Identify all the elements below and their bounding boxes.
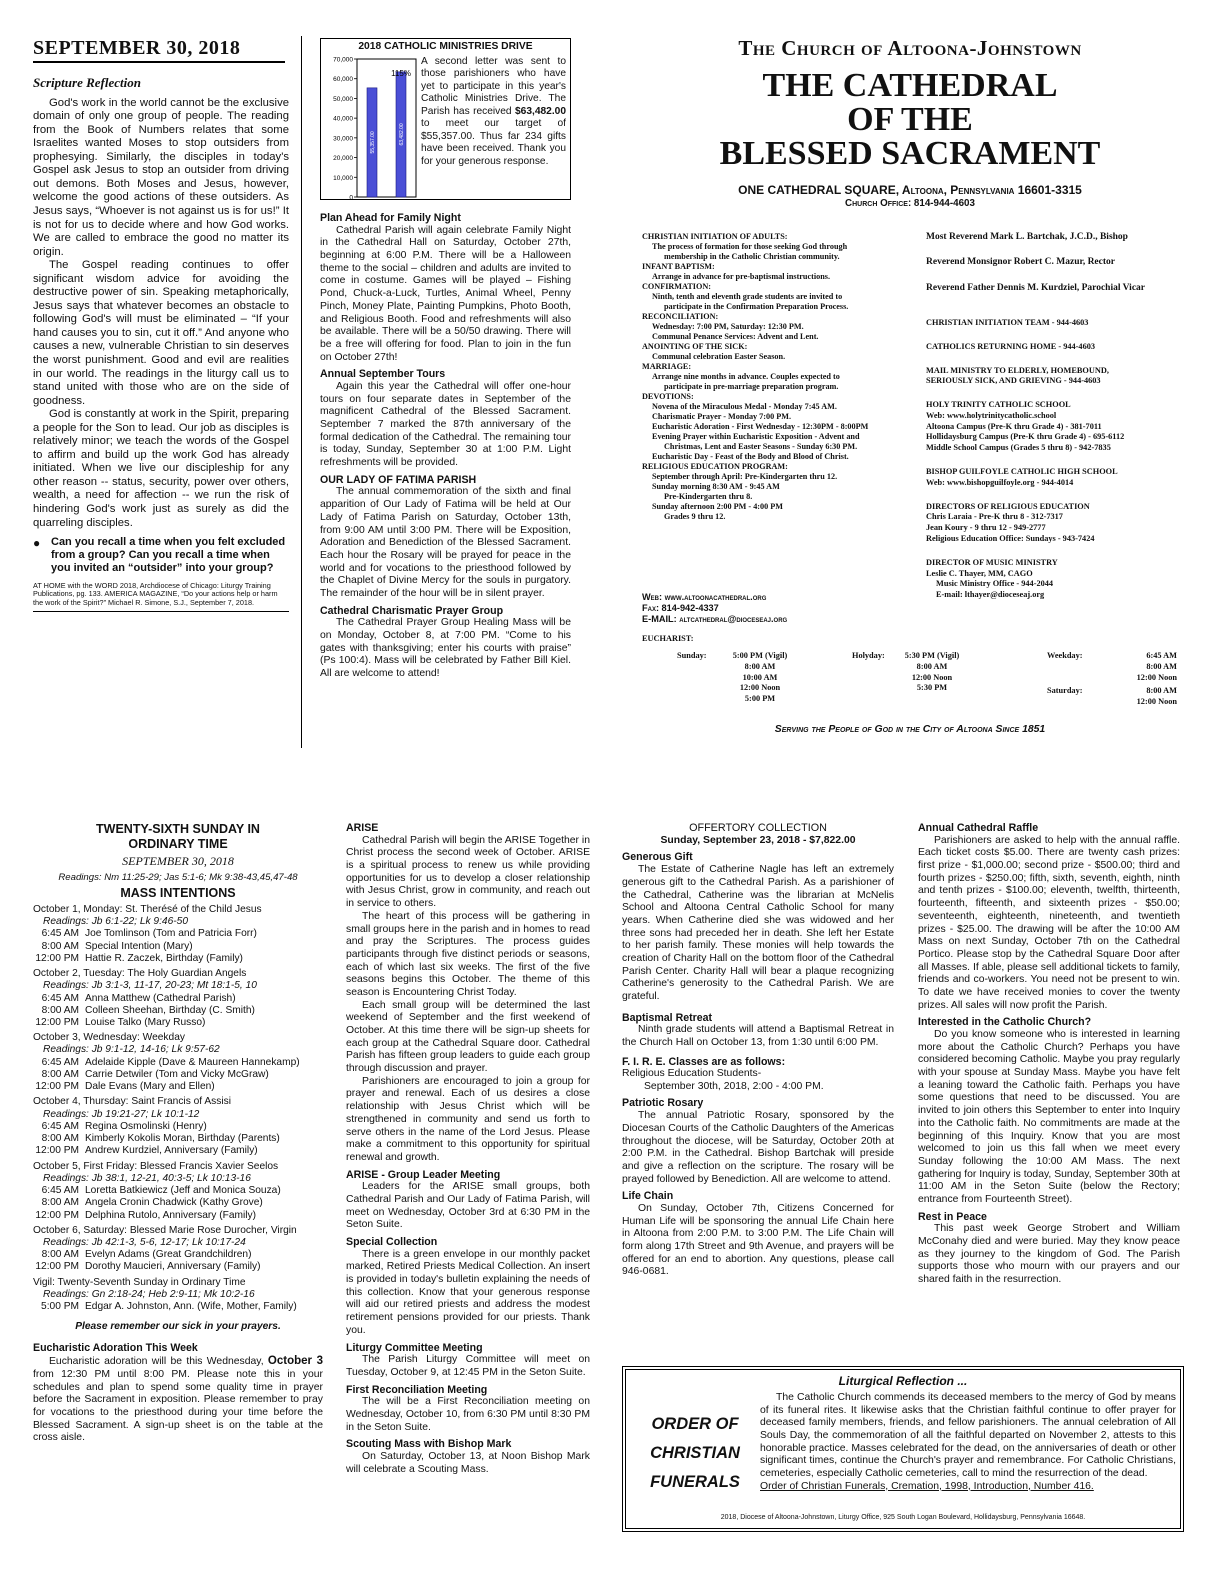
charismatic-title: Cathedral Charismatic Prayer Group [320, 604, 504, 617]
service-heading: RECONCILIATION: [642, 312, 719, 321]
liturgical-reflection-box [622, 1366, 1184, 1532]
first-reconciliation-title: First Reconciliation Meeting [346, 1383, 488, 1396]
staff-line: HOLY TRINITY CATHOLIC SCHOOL [926, 400, 1071, 410]
intention-time: 8:00 AM [41, 1068, 79, 1080]
email-link[interactable]: E-MAIL: altcathedral@dioceseaj.org [642, 614, 788, 625]
life-chain-title: Life Chain [622, 1190, 674, 1203]
staff-group [926, 558, 1201, 601]
saturday-times [1097, 686, 1177, 708]
liturgical-body [760, 1392, 1176, 1493]
arise-paragraph: Cathedral Parish will begin the ARISE Together in Christ process the second week of October. ARISE is a spiritual process to renew us while providing opportunities for us to develop a closer relationship with Jesus Christ, grow in community, and reach out in service to others. [346, 834, 590, 910]
percent-annotation: 115% [391, 68, 411, 78]
intention-row [33, 1121, 323, 1133]
bar-value-label: 63,482.00 [399, 123, 405, 146]
saturday-label: Saturday: [1047, 686, 1083, 695]
service-line: Charismatic Prayer - Monday 7:00 PM. [652, 412, 792, 421]
mass-time: 5:00 PM [744, 694, 776, 704]
raffle-column [918, 822, 1180, 1362]
liturgy-committee-title: Liturgy Committee Meeting [346, 1341, 483, 1354]
mass-time: 5:30 PM [916, 683, 948, 693]
ministries-drive-box [320, 38, 571, 200]
mass-days [33, 904, 323, 1314]
life-chain-text: On Sunday, October 7th, Citizens Concerned for Human Life will be sponsoring the annual Life Chain here in Altoona from 2:00 P.M. to 3:00 P.M. The Life Chain will form along 17th Street and 9th Avenue, and prayers will be offered for an end to abortion. Any questions, please call 946-0681. [622, 1202, 894, 1278]
staff-line: Chris Laraia - Pre-K thru 8 - 312-7317 [926, 512, 1063, 522]
special-collection-title: Special Collection [346, 1236, 438, 1249]
intention-readings: Readings: Jb 3:1-3, 11-17, 20-23; Mt 18:1-5, 10 [43, 980, 257, 992]
intention-name: Anna Matthew (Cathedral Parish) [85, 992, 236, 1004]
staff-line: Jean Koury - 9 thru 12 - 949-2777 [926, 523, 1046, 533]
bar-value-label: 55,357.00 [370, 131, 376, 154]
intention-row [33, 1069, 323, 1081]
staff-line: Altoona Campus (Pre-K thru Grade 4) - 381-7011 [926, 421, 1102, 431]
liturgical-title: Liturgical Reflection ... [838, 1374, 968, 1388]
arise-paragraph: Parishioners are encouraged to join a group for prayer and renewal. Each of us desires a close relationship with Jesus Christ which will be strengthened in community and send us forth to serve others in the name of the Lord Jesus. Please make a commitment to this opportunity for spiritual renewal and growth. [346, 1075, 590, 1163]
arise-paragraph: The heart of this process will be gathering in small groups here in the parish and in homes to read and pray the Scriptures. The process guides participants through five distinct periods or seasons, each of which last six weeks. The first of the five seasons begins this October. The theme of this season is Encountering Christ Today. [346, 910, 590, 998]
mass-time: 8:00 AM [1146, 686, 1177, 695]
mass-time: 12:00 Noon [739, 683, 781, 693]
reflection-body [33, 97, 289, 531]
fatima-text: The annual commemoration of the sixth and final apparition of Our Lady of Fatima will be held at Our Lady of Fatima Parish on Saturday, October 13th, from 9:00 AM until 3:00 PM. There will be Exposition, Adoration and Benediction of the Blessed Sacrament. Each hour the Rosary will be prayed for peace in the world and for vocations to the priesthood followed by the Chaplet of Divine Mercy for the souls in purgatory. The remainder of the hour will be in silent prayer. [320, 486, 571, 599]
intention-name: Evelyn Adams (Great Grandchildren) [85, 1249, 252, 1261]
intention-day-title: Vigil: Twenty-Seventh Sunday in Ordinary Time [33, 1276, 246, 1288]
service-line: Communal celebration Easter Season. [652, 352, 786, 361]
intention-time: 6:45 AM [41, 1056, 79, 1068]
liturgical-citation: Order of Christian Funerals, Cremation, 1998, Introduction, Number 416. [760, 1480, 1094, 1492]
intention-row [33, 1133, 323, 1145]
intention-readings: Readings: Jb 9:1-12, 14-16; Lk 9:57-62 [43, 1044, 220, 1056]
leader-meeting-text: Leaders for the ARISE small groups, both Cathedral Parish and Our Lady of Fatima Parish, will meet on Wednesday, October 3rd at 6:30 PM in the Seton Suite. [346, 1181, 590, 1231]
mass-time: 5:30 PM (Vigil) [904, 651, 960, 660]
first-reconciliation-text: The will be a First Reconciliation meeting on Wednesday, October 10, from 6:30 PM until 8:30 PM in the Seton Suite. [346, 1396, 590, 1433]
y-tick-label: 20,000 [333, 155, 353, 163]
services-list [642, 232, 920, 577]
reflection-heading: Scripture Reflection [33, 75, 141, 90]
reflection-paragraph: God is constantly at work in the Spirit, preparing a people for the Son to lead. Our job as disciples is relatively minor; we teach the words of the Gospel to affirm and build up the work God has already initiated. When we live our discipleship for any other reason -- status, security, power over others, wealth, a need for affection -- we run the risk of hindering God's work just as surely as did the quarreling disciples. [33, 408, 289, 529]
intention-time: 12:00 PM [35, 1145, 79, 1157]
intention-name: Dale Evans (Mary and Ellen) [85, 1081, 215, 1093]
service-line: participate in the Confirmation Preparation Process. [664, 302, 849, 311]
scouting-mass-title: Scouting Mass with Bishop Mark [346, 1438, 512, 1451]
mass-time: 12:00 Noon [1136, 696, 1177, 706]
liturgical-footer: 2018, Diocese of Altoona-Johnstown, Liturgy Office, 925 South Logan Boulevard, Hollidaysburg, Pennsylvania 16648. [720, 1514, 1086, 1521]
intention-name: Special Intention (Mary) [85, 940, 193, 952]
intention-row [33, 1057, 323, 1069]
interested-title: Interested in the Catholic Church? [918, 1016, 1092, 1029]
generous-gift-text: The Estate of Catherine Nagle has left an extremely generous gift to the Cathedral Parish. As a parishioner of the Cathedral, Catherine was the librarian at McNelis School and Altoona Central Catholic School for many years. When Catherine died she was widowed and her three sons had preceded her in death. She left her Estate to her parish family. These monies will help towards the creation of Charity Hall on the bottom floor of the Cathedral Parish Center. Charity Hall will bear a plaque recognizing Catherine's generosity to the Cathedral Parish. We are grateful. [622, 864, 894, 1003]
intention-name: Loretta Batkiewicz (Jeff and Monica Souza) [85, 1185, 281, 1197]
intention-name: Adelaide Kipple (Dave & Maureen Hannekamp) [85, 1056, 300, 1068]
holyday-times [892, 651, 972, 694]
intention-day [33, 968, 323, 1029]
leader-meeting-title: ARISE - Group Leader Meeting [346, 1168, 501, 1181]
eucharist-label: EUCHARIST: [642, 634, 694, 643]
mass-time: 6:45 AM [1146, 651, 1177, 660]
staff-line: Leslie C. Thayer, MM, CAGO [926, 568, 1033, 578]
intention-time: 6:45 AM [41, 992, 79, 1004]
intention-row [33, 1301, 323, 1313]
staff-line: DIRECTORS OF RELIGIOUS EDUCATION [926, 501, 1090, 511]
staff-group [926, 502, 1201, 545]
service-line: Sunday afternoon 2:00 PM - 4:00 PM [652, 502, 783, 511]
intention-time: 12:00 PM [35, 1261, 79, 1273]
service-line: membership in the Catholic Christian community. [664, 252, 840, 261]
chart-frame [357, 59, 416, 197]
intention-time: 12:00 PM [35, 1017, 79, 1028]
sunday-times [720, 651, 800, 705]
sick-prayer: Please remember our sick in your prayers. [75, 1321, 281, 1333]
intention-row [33, 1261, 323, 1273]
mass-time: 8:00 AM [1146, 661, 1177, 671]
staff-line: Religious Education Office: Sundays - 943-7424 [926, 533, 1095, 543]
service-line: Pre-Kindergarten thru 8. [664, 492, 753, 501]
adoration-section [33, 1342, 323, 1446]
y-tick-label: 70,000 [333, 56, 353, 64]
mass-intentions-heading: MASS INTENTIONS [120, 885, 236, 900]
intention-name: Regina Osmolinski (Henry) [85, 1120, 207, 1132]
service-line: participate in pre-marriage preparation program. [664, 382, 839, 391]
service-heading: CONFIRMATION: [642, 282, 711, 291]
intention-time: 8:00 AM [41, 1004, 79, 1016]
intention-readings: Readings: Jb 6:1-22; Lk 9:46-50 [43, 916, 188, 928]
mass-time: 5:00 PM (Vigil) [732, 651, 788, 660]
sunday-date: SEPTEMBER 30, 2018 [122, 854, 234, 868]
y-tick-label: 60,000 [333, 76, 353, 84]
service-heading: RELIGIOUS EDUCATION PROGRAM: [642, 462, 788, 471]
adoration-title: Eucharistic Adoration This Week [33, 1341, 198, 1354]
intention-day [33, 1096, 323, 1157]
mass-time: 12:00 Noon [911, 672, 953, 682]
rest-in-peace-text: This past week George Strobert and William McConahy died and were buried. May they know peace as they journey to the kingdom of God. The Parish supports those who mourn with our prayers and our shared faith in the resurrection. [918, 1223, 1180, 1286]
drive-received-amount: $63,482.00 [515, 105, 566, 117]
clergy-rector: Reverend Monsignor Robert C. Mazur, Rector [926, 257, 1115, 268]
intention-name: Kimberly Kokolis Moran, Birthday (Parents) [85, 1133, 280, 1145]
intention-readings: Readings: Gn 2:18-24; Heb 2:9-11; Mk 10:2-16 [43, 1288, 255, 1300]
staff-line[interactable]: E-mail: lthayer@dioceseaj.org [936, 590, 1045, 600]
intention-readings: Readings: Jb 19:21-27; Lk 10:1-12 [43, 1108, 200, 1120]
intention-row [33, 928, 323, 940]
baptismal-retreat-title: Baptismal Retreat [622, 1011, 713, 1024]
mass-time: 8:00 AM [916, 661, 948, 671]
intention-row [33, 1197, 323, 1209]
weekday-label: Weekday: [1047, 651, 1083, 660]
intention-time: 12:00 PM [35, 1209, 79, 1221]
service-line: Eucharistic Adoration - First Wednesday - 12:30PM - 8:00PM [652, 422, 869, 431]
intention-row [33, 993, 323, 1005]
staff-line: Middle School Campus (Grades 5 thru 8) - 942-7835 [926, 443, 1111, 453]
intention-day-title: October 3, Wednesday: Weekday [33, 1032, 185, 1044]
intention-day [33, 1225, 323, 1274]
announcements-top [320, 212, 571, 752]
sunday-readings: Readings: Nm 11:25-29; Jas 5:1-6; Mk 9:38-43,45,47-48 [58, 872, 298, 884]
fire-classes-line-1: Religious Education Students- [622, 1068, 762, 1080]
intention-name: Angela Cronin Chadwick (Kathy Grove) [85, 1197, 263, 1209]
arise-title: ARISE [346, 822, 379, 834]
liturgical-text: The Catholic Church commends its deceased members to the mercy of God by means of its funeral rites. It likewise asks that the Christian faithful continue to offer prayer for deceased family members, friends, and fellow parishioners. The annual celebration of All Souls Day, the commemoration of all the faithful departed on November 2, attests to this honorable practice. Masses celebrated for the dead, on the anniversaries of death or other significant times, continue the Church's prayer and remembrance. For Catholic Christians, cemeteries, especially Catholic cemeteries, call to mind the resurrection of the dead. [760, 1392, 1176, 1480]
church-name: The Church of Altoona-Johnstown [738, 36, 1082, 60]
service-line: Ninth, tenth and eleventh grade students are invited to [652, 292, 843, 301]
column-divider [301, 36, 302, 748]
staff-group [926, 366, 1201, 388]
y-tick-label: 30,000 [333, 135, 353, 143]
family-night-title: Plan Ahead for Family Night [320, 212, 461, 224]
arise-paragraph: Each small group will be determined the last weekend of September and the first weekend of October. At this time there will be sign-up sheets for each group at the Cathedral Square door. Cathedral Parish has fifteen group leaders to guide each group through discussion and prayer. [346, 999, 590, 1075]
clergy-bishop: Most Reverend Mark L. Bartchak, J.C.D., Bishop [926, 232, 1128, 242]
staff-line[interactable]: Web: www.bishopguilfoyle.org - 944-4014 [926, 477, 1074, 487]
service-line: Sunday morning 8:30 AM - 9:45 AM [652, 482, 780, 491]
church-office: Church Office: 814-944-4603 [845, 197, 975, 209]
service-heading: MARRIAGE: [642, 362, 692, 371]
reflection-paragraph: The Gospel reading continues to offer significant wisdom advice for avoiding the destructive power of sin. Speaking metaphorically, Jesus says that whatever becomes an obstacle to following God's will must be eliminated – “If your hand causes you to sin, cut it off.” And anyone who causes a new, vulnerable Christian to sin deserves the worst punishment. Good and evil are realities in our world. The readings in the liturgy call us to stand united with those who are on the side of goodness. [33, 259, 289, 407]
masthead [620, 36, 1200, 226]
adoration-text: Eucharistic adoration will be this Wednesday, October 3 from 12:30 PM until 8:00 PM. Please note this in your schedules and plan to spend some quality time in prayer before the Sacrament in exposition. Please remember to pray for vocations to the priesthood during your time before the Blessed Sacrament. A sign-up sheet is on the table at the cross aisle. [33, 1355, 323, 1444]
intention-row [33, 1081, 323, 1093]
rest-in-peace-title: Rest in Peace [918, 1210, 987, 1223]
drive-chart [321, 53, 419, 200]
sunday-title-2: ORDINARY TIME [128, 837, 228, 851]
intention-row [33, 1210, 323, 1222]
cathedral-address: ONE CATHEDRAL SQUARE, Altoona, Pennsylvania 16601-3315 [738, 183, 1082, 198]
bulletin-date: SEPTEMBER 30, 2018 [33, 36, 285, 63]
patriotic-rosary-title: Patriotic Rosary [622, 1097, 704, 1110]
mass-time: 8:00 AM [744, 661, 776, 671]
offertory-amount: Sunday, September 23, 2018 - $7,822.00 [660, 834, 856, 846]
contact-info [642, 592, 912, 632]
intention-day [33, 1277, 323, 1314]
service-heading: CHRISTIAN INITIATION OF ADULTS: [642, 232, 788, 241]
mass-time: 12:00 Noon [1136, 672, 1177, 682]
intention-day-title: October 6, Saturday: Blessed Marie Rose Durocher, Virgin [33, 1224, 297, 1236]
intention-name: Colleen Sheehan, Birthday (C. Smith) [85, 1004, 255, 1016]
service-line: Grades 9 thru 12. [664, 512, 726, 521]
raffle-text: Parishioners are asked to help with the annual raffle. Each ticket costs $5.00. There are twenty cash prizes: first prize - $1,000.00; second prize - $500.00; third and fourth prizes - $250.00; fifth, sixth, seventh, eighth, ninth and tenth prizes - $100.00; eleventh, twelfth, thirteenth, fourteenth, fifteenth, and sixteenth prizes - $50.00; seventeenth, eighteenth, nineteenth, and twentieth prizes - $25.00. The drawing will be after the 10:00 AM Mass on next Sunday, October 7th on the Cathedral Portico. Please stop by the Cathedral Square Door after all Masses. If able, please sell additional tickets to family, friends and co-workers. You need not be present to win. To date we have received monies to cover the twenty prizes. All sales will now profit the Parish. [918, 834, 1180, 1011]
weekday-times [1097, 651, 1177, 683]
staff-line[interactable]: Web: www.holytrinitycatholic.school [926, 410, 1057, 420]
reflection-citation: AT HOME with the WORD 2018, Archdiocese of Chicago: Liturgy Training Publications, pg. 133. AMERICA MAGAZINE, “Do your actions help or harm the work of the Spirit?” Michael R. Simone, S.J., September 7, 2018. [33, 582, 289, 612]
intention-name: Louise Talko (Mary Russo) [85, 1017, 206, 1028]
staff-group [926, 467, 1201, 489]
intention-row [33, 1017, 323, 1029]
intention-name: Dorothy Maucieri, Anniversary (Family) [85, 1261, 261, 1273]
intention-time: 12:00 PM [35, 1081, 79, 1093]
intention-day-title: October 4, Thursday: Saint Francis of Assisi [33, 1096, 231, 1108]
serving-tagline: Serving the People of God in the City of Altoona Since 1851 [774, 724, 1046, 735]
arise-column [346, 822, 590, 1547]
staff-group [926, 400, 1201, 454]
intention-row [33, 1005, 323, 1017]
offertory-column [622, 822, 894, 1362]
offertory-title: OFFERTORY COLLECTION [689, 822, 827, 834]
intention-time: 5:00 PM [41, 1301, 79, 1313]
intention-time: 6:45 AM [41, 928, 79, 940]
intention-row [33, 941, 323, 953]
fire-classes-line-2: September 30th, 2018, 2:00 - 4:00 PM. [644, 1080, 824, 1092]
service-heading: INFANT BAPTISM: [642, 262, 715, 271]
liturgy-committee-text: The Parish Liturgy Committee will meet on Tuesday, October 9, at 12:45 PM in the Seton Suite. [346, 1354, 590, 1378]
intention-row [33, 1185, 323, 1197]
reflection-question-text: Can you recall a time when you felt excluded from a group? Can you recall a time when you invited an “outsider” into your group? [51, 536, 286, 575]
generous-gift-title: Generous Gift [622, 851, 693, 864]
intention-day [33, 1161, 323, 1222]
intention-day [33, 904, 323, 965]
staff-line: CHRISTIAN INITIATION TEAM - 944-4603 [926, 318, 1089, 327]
service-line: Arrange nine months in advance. Couples expected to [652, 372, 840, 381]
intention-readings: Readings: Jb 42:1-3, 5-6, 12-17; Lk 10:17-24 [43, 1236, 246, 1248]
holyday-label: Holyday: [852, 651, 885, 660]
staff-line: SERIOUSLY SICK, AND GRIEVING - 944-4603 [926, 376, 1101, 386]
intention-day-title: October 2, Tuesday: The Holy Guardian Angels [33, 968, 247, 980]
service-line: September through April: Pre-Kindergarten thru 12. [652, 472, 838, 481]
cathedral-title-1: THE CATHEDRAL [762, 67, 1058, 105]
staff-group [926, 318, 1201, 329]
reflection-question [33, 536, 289, 576]
staff-line: MAIL MINISTRY TO ELDERLY, HOMEBOUND, [926, 365, 1109, 375]
service-line: Christmas, Lent and Easter Seasons - Sunday 6:30 PM. [664, 442, 858, 451]
staff-group [926, 342, 1201, 353]
staff-line: BISHOP GUILFOYLE CATHOLIC HIGH SCHOOL [926, 467, 1118, 477]
y-tick-label: 40,000 [333, 115, 353, 123]
intention-time: 8:00 AM [41, 1197, 79, 1209]
intention-time: 8:00 AM [41, 1249, 79, 1261]
charismatic-text: The Cathedral Prayer Group Healing Mass will be on Monday, October 8, at 7:00 PM. “Come to his gates with thanksgiving; enter his courts with praise” (Ps 100:4). Mass will be celebrated by Father Bill Kiel. All are welcome to attend! [320, 617, 571, 680]
staff-line: DIRECTOR OF MUSIC MINISTRY [926, 557, 1058, 567]
service-line: Eucharistic Day - Feast of the Body and Blood of Christ. [652, 452, 849, 461]
staff-directory [926, 318, 1201, 628]
service-heading: DEVOTIONS: [642, 392, 694, 401]
staff-line: CATHOLICS RETURNING HOME - 944-4603 [926, 341, 1096, 351]
website-link[interactable]: Web: www.altoonacathedral.org [642, 592, 767, 602]
reflection-paragraph: God's work in the world cannot be the exclusive domain of only one group of people. The reading from the Book of Numbers relates that some Israelites wanted Moses to stop outsiders from prophesying. Similarly, the disciples in today's Gospel ask Jesus to stop an outsider from driving out demons. Both Moses and Jesus, however, welcome the good actions of these outsiders. As Jesus says, “Whoever is not against us is for us!” It is not for us to decide where and how God works. We are called to embrace the good no matter its origin. [33, 96, 289, 258]
cathedral-title-3: BLESSED SACRAMENT [719, 135, 1101, 173]
intention-name: Andrew Kurdziel, Anniversary (Family) [85, 1145, 258, 1157]
intention-name: Edgar A. Johnston, Ann. (Wife, Mother, Family) [85, 1301, 297, 1313]
mass-intentions [33, 822, 323, 1547]
intention-name: Joe Tomlinson (Tom and Patricia Forr) [85, 928, 257, 940]
intention-time: 8:00 AM [41, 940, 79, 952]
y-tick-label: 50,000 [333, 95, 353, 103]
drive-text: A second letter was sent to those parishioners who have yet to participate in this year's Catholic Ministries Drive. The Parish has received $63,482.00 to meet our target of $55,357.00. Thus far 234 gifts have been received. Thank you for your generous response. [421, 56, 566, 167]
drive-title: 2018 CATHOLIC MINISTRIES DRIVE [358, 41, 533, 52]
y-tick-label: 10,000 [333, 174, 353, 182]
intention-row [33, 1145, 323, 1157]
intention-time: 6:45 AM [41, 1185, 79, 1197]
mass-time: 10:00 AM [742, 672, 778, 682]
y-tick-label: 0 [349, 194, 353, 201]
intention-row [33, 953, 323, 965]
tours-text: Again this year the Cathedral will offer one-hour tours on four separate dates in September of the magnificent Cathedral of the Blessed Sacrament. September 7 marked the 87th anniversary of the formal dedication of the Cathedral. The remaining tour is today, Sunday, September 30 at 1:00 P.M. Light refreshments will be provided. [320, 380, 571, 469]
patriotic-rosary-text: The annual Patriotic Rosary, sponsored by the Diocesan Courts of the Catholic Daughters of the Americas throughout the diocese, will be Saturday, October 20th at 2:00 P.M. in the Cathedral. Bishop Bartchak will preside and give a reflection on the scripture. The rosary will be prayed followed by Benediction. All are welcome to attend. [622, 1110, 894, 1185]
intention-day-title: October 1, Monday: St. Therésé of the Child Jesus [33, 903, 262, 915]
fatima-title: OUR LADY OF FATIMA PARISH [320, 473, 477, 486]
intention-day [33, 1032, 323, 1093]
scouting-mass-text: On Saturday, October 13, at Noon Bishop Mark will celebrate a Scouting Mass. [346, 1451, 590, 1475]
staff-line: Music Ministry Office - 944-2044 [936, 579, 1054, 589]
sunday-title-1: TWENTY-SIXTH SUNDAY IN [96, 822, 260, 836]
intention-time: 12:00 PM [35, 952, 79, 964]
service-line: The process of formation for those seeking God through [652, 242, 848, 251]
liturgical-side-title: ORDER OF CHRISTIAN FUNERALS [650, 1415, 740, 1491]
clergy-vicar: Reverend Father Dennis M. Kurdziel, Parochial Vicar [926, 282, 1146, 293]
cathedral-title-2: OF THE [847, 101, 973, 139]
sunday-label: Sunday: [677, 651, 707, 660]
raffle-title: Annual Cathedral Raffle [918, 822, 1039, 834]
service-line: Arrange in advance for pre-baptismal instructions. [652, 272, 831, 281]
intention-name: Carrie Detwiler (Tom and Vicky McGraw) [85, 1068, 269, 1080]
bullet-icon: ● [33, 536, 41, 551]
intention-name: Hattie R. Zaczek, Birthday (Family) [85, 952, 243, 964]
intention-day-title: October 5, First Friday: Blessed Francis Xavier Seelos [33, 1160, 279, 1172]
intention-name: Delphina Rutolo, Anniversary (Family) [85, 1209, 256, 1221]
service-heading: ANOINTING OF THE SICK: [642, 342, 748, 351]
interested-text: Do you know someone who is interested in learning more about the Catholic Church? Perhaps you have considered becoming Catholic. Maybe you pray regularly with your spouse at Sunday Mass. Maybe you have felt a leaning toward the Catholic faith. Perhaps you have some questions that need to be discussed. You are invited to join others this September to enter into Inquiry into the Catholic faith. No commitments are made at the beginning of this Inquiry. Know that you are most welcomed to join us this fall when we meet every Sunday following the 10:00 AM Mass. The next gathering for Inquiry is today, Sunday, September 30th at 11:00 AM in the Seton Suite (below the Rectory; entrance from Fourteenth Street). [918, 1029, 1180, 1205]
service-line: Evening Prayer within Eucharistic Exposition - Advent and [652, 432, 860, 441]
intention-row [33, 1249, 323, 1261]
intention-time: 6:45 AM [41, 1120, 79, 1132]
tours-title: Annual September Tours [320, 368, 446, 381]
special-collection-text: There is a green envelope in our monthly packet marked, Retired Priests Medical Collection. An insert is provided in today's bulletin explaining the needs of this collection. Know that your generous response will aid our retired priests and address the modest retirement pensions provided for our priests. Thank you. [346, 1248, 590, 1336]
intention-readings: Readings: Jb 38:1, 12-21, 40:3-5; Lk 10:13-16 [43, 1172, 251, 1184]
scripture-reflection [33, 36, 289, 756]
staff-line: Hollidaysburg Campus (Pre-K thru Grade 4) - 695-6112 [926, 432, 1125, 442]
service-line: Novena of the Miraculous Medal - Monday 7:45 AM. [652, 402, 837, 411]
intention-time: 8:00 AM [41, 1133, 79, 1145]
family-night-text: Cathedral Parish will again celebrate Family Night in the Cathedral Hall on Saturday, October 27th, beginning at 6:00 P.M. There will be a Halloween theme to the social – children and adults are invited to come in costume. Games will be played – Fishing Pond, Chuck-a-Luck, Turtles, Animal Wheel, Penny Pinch, Money Plate, Painting Pumpkins, Photo Booth, and Religious Booth. Food and refreshments will also be available. There will be a 50/50 drawing. There will be a free will offering for food. Plan to join in the fun on October 27th! [320, 224, 571, 363]
clergy-list [926, 232, 1196, 302]
service-line: Communal Penance Services: Advent and Lent. [652, 332, 819, 341]
fire-classes-title: F. I. R. E. Classes are as follows: [622, 1055, 786, 1068]
service-line: Wednesday: 7:00 PM, Saturday: 12:30 PM. [652, 322, 804, 331]
eucharist-schedule [642, 634, 1202, 714]
baptismal-retreat-text: Ninth grade students will attend a Baptismal Retreat in the Church Hall on October 13, from 1:30 until 6:00 PM. [622, 1024, 894, 1049]
fax-number: Fax: 814-942-4337 [642, 603, 719, 614]
